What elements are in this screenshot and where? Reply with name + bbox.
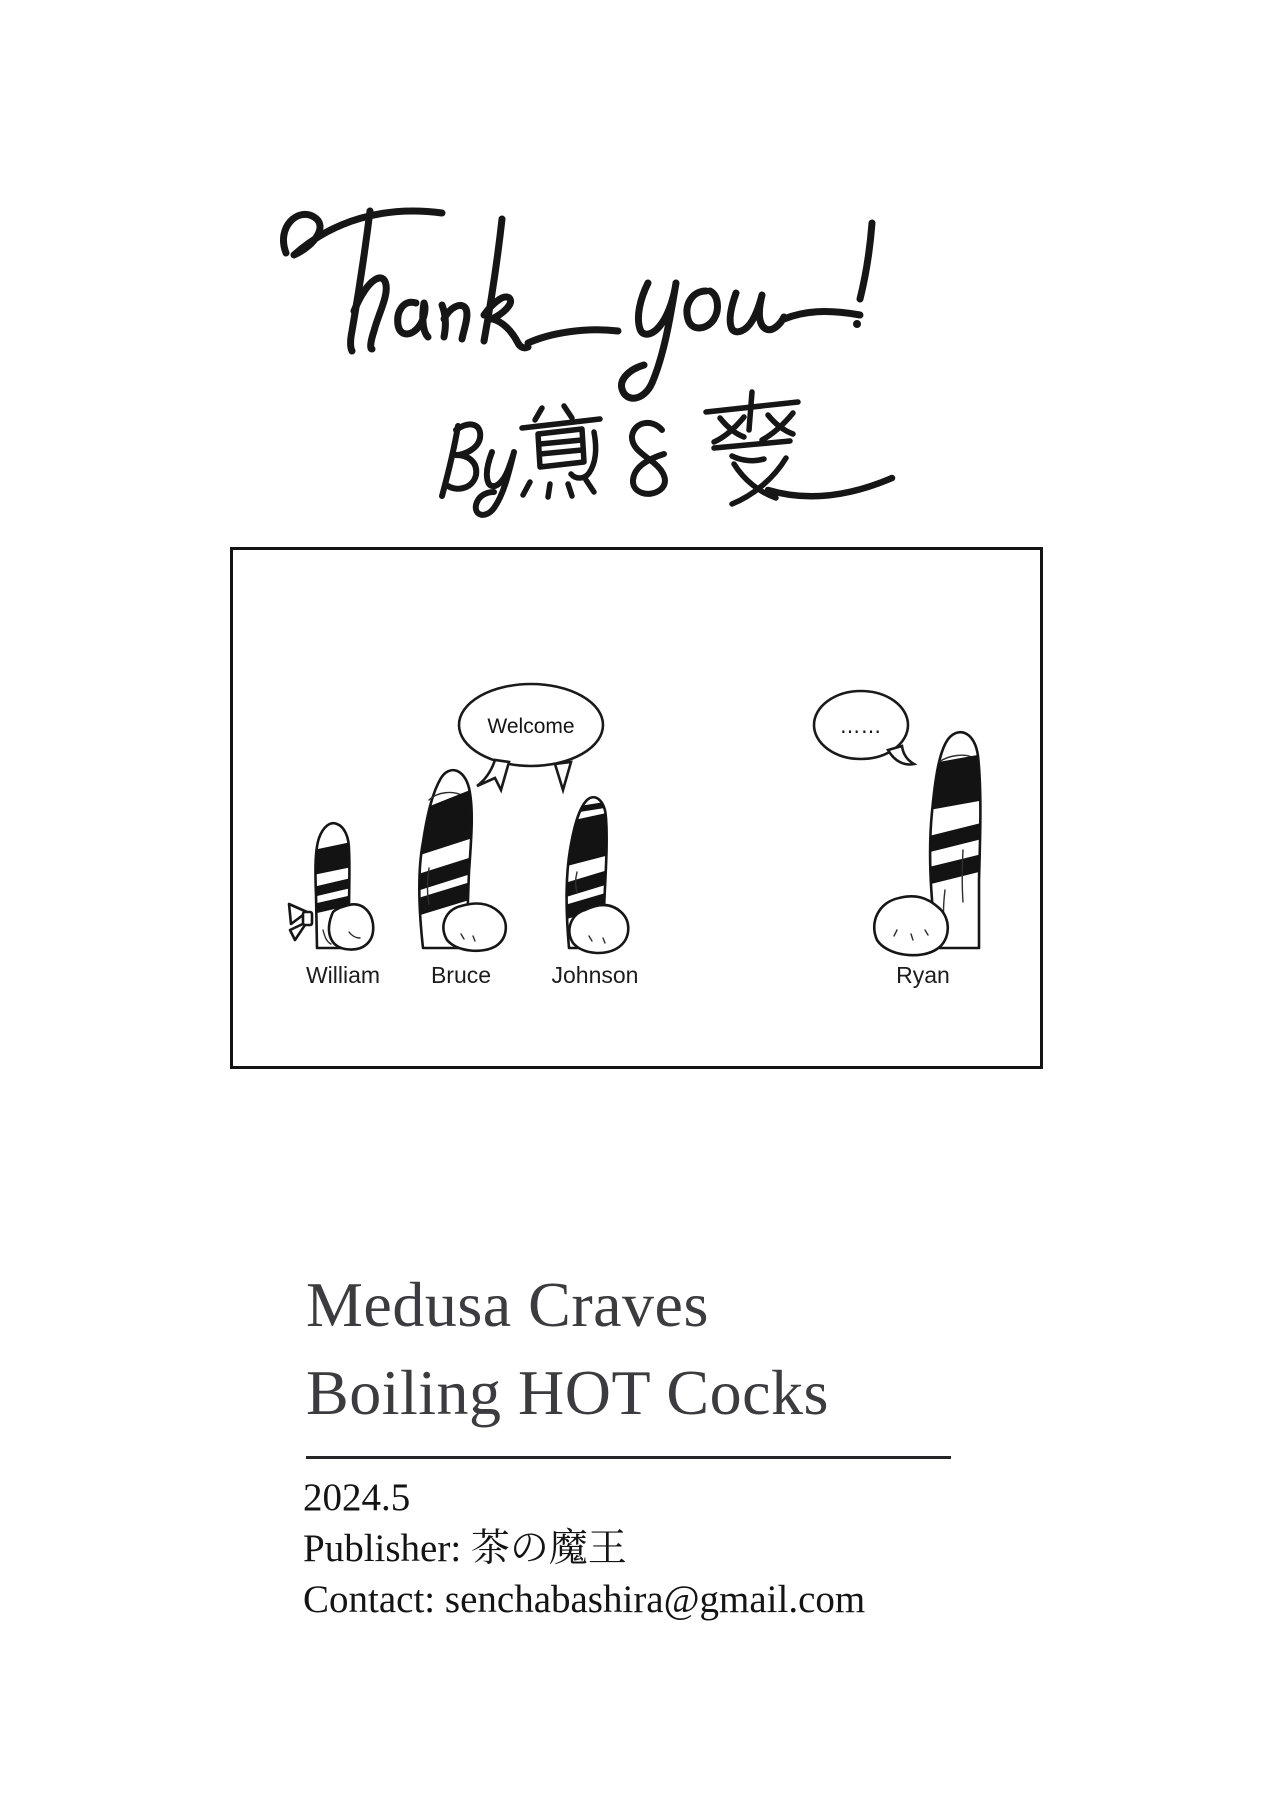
publisher-line bbox=[303, 1523, 865, 1574]
bubble-text: Welcome bbox=[487, 715, 575, 738]
signature-byline bbox=[442, 392, 892, 515]
character-figure-william bbox=[289, 823, 373, 949]
kanji-stroke bbox=[749, 392, 752, 430]
bubble-tail bbox=[888, 746, 914, 764]
kanji-stroke bbox=[540, 440, 582, 454]
bubble-tail bbox=[477, 760, 509, 790]
sketch-line bbox=[962, 850, 963, 902]
speech-bubble-welcome bbox=[459, 684, 603, 790]
bow-icon bbox=[289, 904, 312, 940]
script-y bbox=[622, 283, 676, 398]
title-divider bbox=[306, 1456, 951, 1459]
contact-label: Contact: bbox=[303, 1578, 436, 1621]
character-figure-johnson bbox=[565, 797, 628, 953]
script-exclaim-dot bbox=[853, 320, 861, 328]
doujin-title bbox=[306, 1261, 829, 1437]
script-exclaim bbox=[860, 223, 872, 299]
script-k bbox=[484, 219, 528, 348]
script-u-flourish bbox=[784, 312, 860, 319]
byline-tail-flourish bbox=[768, 478, 892, 496]
title-line-1: Medusa Craves bbox=[306, 1269, 709, 1340]
signature-artwork bbox=[220, 180, 900, 520]
script-a bbox=[398, 302, 428, 337]
script-u bbox=[730, 293, 784, 332]
script-T-stem bbox=[351, 211, 371, 351]
publication-info bbox=[303, 1472, 865, 1625]
signature-thank-you bbox=[283, 211, 872, 398]
byline-B bbox=[442, 424, 480, 496]
byline-ampersand bbox=[632, 423, 665, 494]
figure-balls bbox=[443, 904, 505, 951]
byline-y bbox=[476, 452, 514, 515]
figure-balls bbox=[329, 904, 373, 949]
character-figure-bruce bbox=[415, 770, 506, 951]
character-label-bruce: Bruce bbox=[430, 962, 492, 988]
script-n bbox=[442, 305, 467, 339]
kanji-stroke bbox=[762, 413, 793, 440]
figure-balls bbox=[569, 905, 628, 953]
panel-artwork bbox=[233, 550, 1040, 1066]
script-o bbox=[687, 291, 718, 328]
kanji-stroke bbox=[564, 406, 572, 418]
character-label-ryan: Ryan bbox=[896, 962, 950, 988]
publication-date: 2024.5 bbox=[303, 1476, 411, 1519]
illustration-panel bbox=[230, 547, 1043, 1069]
byline-kanji-mugi bbox=[706, 392, 798, 504]
kanji-stroke bbox=[714, 441, 790, 448]
character-label-johnson: Johnson bbox=[551, 962, 639, 988]
publisher-label: Publisher: bbox=[303, 1527, 462, 1570]
speech-bubble-dots bbox=[814, 691, 914, 764]
bubble-text: …… bbox=[840, 714, 882, 738]
bubble-tail bbox=[555, 762, 571, 790]
character-label-william: William bbox=[305, 962, 381, 988]
publisher-value: 茶の魔王 bbox=[470, 1527, 627, 1570]
figure-balls bbox=[874, 896, 948, 955]
title-line-2: Boiling HOT Cocks bbox=[306, 1357, 829, 1428]
bow-knot bbox=[303, 912, 312, 925]
contact-line bbox=[303, 1574, 865, 1625]
character-figure-ryan bbox=[874, 732, 987, 955]
kanji-stroke bbox=[732, 456, 764, 461]
script-k-flourish bbox=[528, 330, 618, 343]
kanji-stroke bbox=[523, 480, 594, 497]
byline-kanji-sen bbox=[522, 406, 600, 497]
kanji-stroke bbox=[535, 408, 542, 420]
contact-value: senchabashira@gmail.com bbox=[444, 1578, 866, 1621]
kanji-stroke bbox=[714, 417, 744, 442]
